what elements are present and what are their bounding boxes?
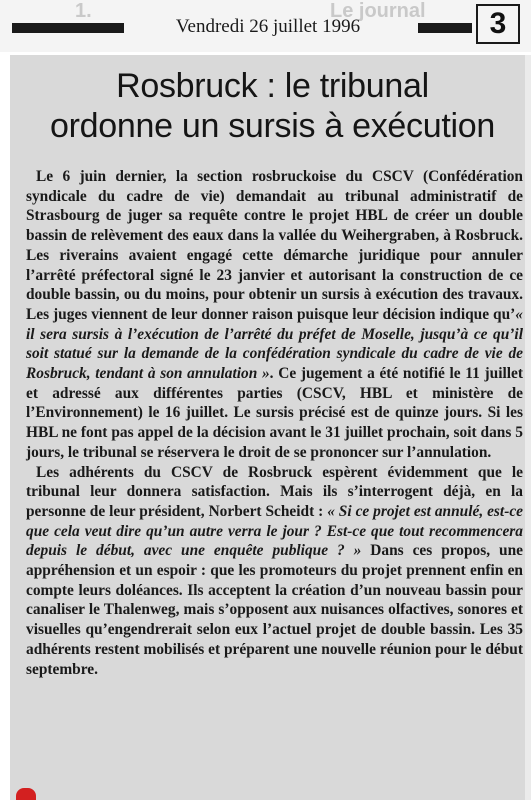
issue-date: Vendredi 26 juillet 1996 [175, 16, 361, 37]
red-marker-mark [16, 788, 36, 800]
newspaper-header [0, 0, 531, 52]
faded-bleed-text: Le journal [330, 0, 426, 22]
header-rule-left [12, 23, 124, 33]
headline-line: ordonne un sursis à exécution [50, 107, 495, 145]
faded-bleed-text: 1. [75, 0, 92, 22]
clipping-edge [525, 55, 531, 800]
paragraph-text: Les adhérents du CSCV de Rosbruck espèrent évidemment que le tribunal leur donnera satisfaction. Mais ils s’interrogent déjà, en la personne de leur président, Norbert Scheidt : [26, 463, 523, 520]
article-headline [25, 66, 520, 146]
header-rule-right [418, 23, 472, 33]
paragraph-text: . Ce jugement a été notifié le 11 juillet et adressé aux différentes parties (CSCV, HBL et ministère de l’Environnement) le 16 juillet. Le sursis précisé est de quinze jours. Si les HBL ne font pas appel de la décision avant le 31 juillet prochain, soit dans 5 jours, le tribunal se réservera le droit de se prononcer sur l’annulation. [26, 365, 523, 461]
article-paragraph [26, 167, 523, 463]
president-quote: « Si ce projet est annulé, est-ce que cela veut dire qu’un autre verra le jour ? Est-ce que tout recommencera depuis le début, avec une enquête publique ? » [26, 502, 523, 560]
court-decision-quote: « il sera sursis à l’exécution de l’arrêté du préfet de Moselle, jusqu’à ce qu’il soit statué sur la demande de la confédération syndicale du cadre de vie de Rosbruck, tendant à son annulation » [26, 305, 523, 383]
article-paragraph [26, 463, 523, 680]
article-body [26, 167, 523, 679]
page-number: 3 [476, 4, 520, 44]
headline-line: Rosbruck : le tribunal [116, 67, 429, 105]
paragraph-text: Dans ces propos, une appréhension et un espoir : que les promoteurs du projet prennent enfin en compte leurs doléances. Ils acceptent la création d’un nouveau bassin pour canaliser le Thalenweg, mais s’opposent aux nuisances olfactives, sonores et visuelles qu’engendrerait selon eux l’actuel projet de double bassin. Les 35 adhérents restent mobilisés et préparent une nouvelle réunion pour le début septembre. [26, 542, 523, 678]
paragraph-text: Le 6 juin dernier, la section rosbruckoise du CSCV (Confédération syndicale du cadre de vie) demandait au tribunal administratif de Strasbourg de juger sa requête contre le projet HBL de créer un double bassin de relèvement des eaux dans la vallée du Weihergraben, à Rosbruck. Les riverains avaient engagé cette démarche juridique pour annuler l’arrêté préfectoral signé le 23 janvier et autorisant la construction de ce double bassin, ou du moins, pour obtenir un sursis à exécution des travaux. Les juges viennent de leur donner raison puisque leur décision indique qu’ [26, 168, 523, 323]
